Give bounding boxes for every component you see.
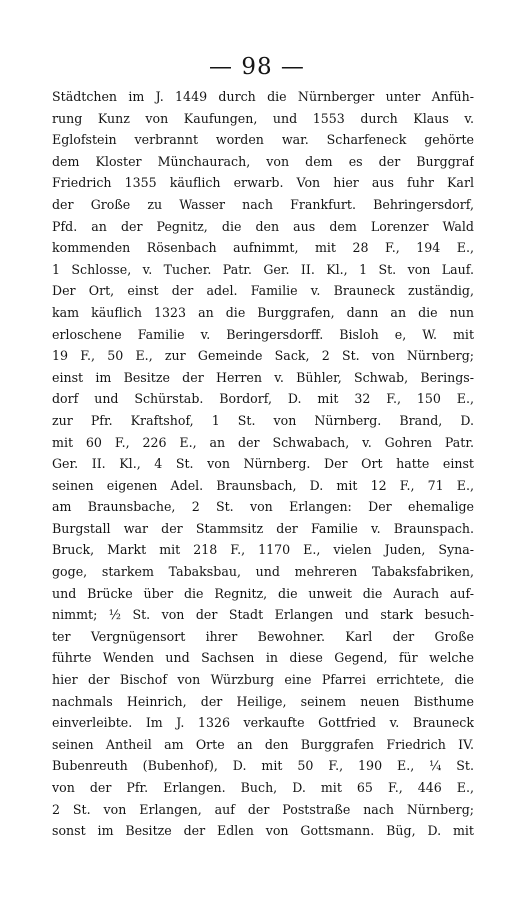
text-line: einverleibte. Im J. 1326 verkaufte Gottfried v. Brauneck [52,715,474,731]
text-line: rung Kunz von Kaufungen, und 1553 durch Klaus v. [52,110,474,126]
text-line: ter Vergnügensort ihrer Bewohner. Karl der Große [52,628,474,644]
text-line: Eglofstein verbrannt worden war. Scharfeneck gehörte [52,132,474,148]
text-line: seinen eigenen Adel. Braunsbach, D. mit 12 F., 71 E., [52,477,474,493]
text-line: der Große zu Wasser nach Frankfurt. Behringersdorf, [52,196,474,212]
text-line: mit 60 F., 226 E., an der Schwabach, v. Gohren Patr. [52,434,474,450]
text-line: 1 Schlosse, v. Tucher. Patr. Ger. II. Kl., 1 St. von Lauf. [52,261,474,277]
body-text [52,86,474,842]
text-line: kam käuflich 1323 an die Burggrafen, dann an die nun [52,304,474,320]
text-line: einst im Besitze der Herren v. Bühler, Schwab, Berings- [52,369,474,385]
text-line: nachmals Heinrich, der Heilige, seinem neuen Bisthume [52,693,474,709]
text-line: Ger. II. Kl., 4 St. von Nürnberg. Der Ort hatte einst [52,456,474,472]
text-line: Der Ort, einst der adel. Familie v. Brauneck zuständig, [52,283,474,299]
text-line: goge, starkem Tabaksbau, und mehreren Tabaksfabriken, [52,564,474,580]
text-line: Bubenreuth (Bubenhof), D. mit 50 F., 190 E., ¼ St. [52,758,474,774]
text-line: seinen Antheil am Orte an den Burggrafen Friedrich IV. [52,736,474,752]
text-line: Pfd. an der Pegnitz, die den aus dem Lorenzer Wald [52,218,474,234]
text-line: hier der Bischof von Würzburg eine Pfarrei errichtete, die [52,672,474,688]
text-line: und Brücke über die Regnitz, die unweit die Aurach auf- [52,585,474,601]
text-line: 2 St. von Erlangen, auf der Poststraße nach Nürnberg; [52,801,474,817]
text-line: zur Pfr. Kraftshof, 1 St. von Nürnberg. Brand, D. [52,412,474,428]
text-line: dem Kloster Münchaurach, von dem es der Burggraf [52,153,474,169]
text-line: nimmt; ½ St. von der Stadt Erlangen und stark besuch- [52,607,474,623]
text-line: Städtchen im J. 1449 durch die Nürnberger unter Anfüh- [52,89,474,104]
page-number: — 98 — [209,54,305,80]
text-line: am Braunsbache, 2 St. von Erlangen: Der ehemalige [52,499,474,515]
text-line: Bruck, Markt mit 218 F., 1170 E., vielen Juden, Syna- [52,542,474,558]
text-line: Friedrich 1355 käuflich erwarb. Von hier aus fuhr Karl [52,175,474,191]
text-line: Burgstall war der Stammsitz der Familie v. Braunspach. [52,520,474,536]
text-line: von der Pfr. Erlangen. Buch, D. mit 65 F., 446 E., [52,780,474,795]
text-line: sonst im Besitze der Edlen von Gottsmann. Büg, D. mit [52,823,474,839]
text-line: erloschene Familie v. Beringersdorff. Bisloh e, W. mit [52,326,474,342]
text-line: kommenden Rösenbach aufnimmt, mit 28 F., 194 E., [52,240,474,256]
text-line: 19 F., 50 E., zur Gemeinde Sack, 2 St. von Nürnberg; [52,348,474,364]
text-line: führte Wenden und Sachsen in diese Gegend, für welche [52,650,474,666]
text-line: dorf und Schürstab. Bordorf, D. mit 32 F., 150 E., [52,391,474,407]
